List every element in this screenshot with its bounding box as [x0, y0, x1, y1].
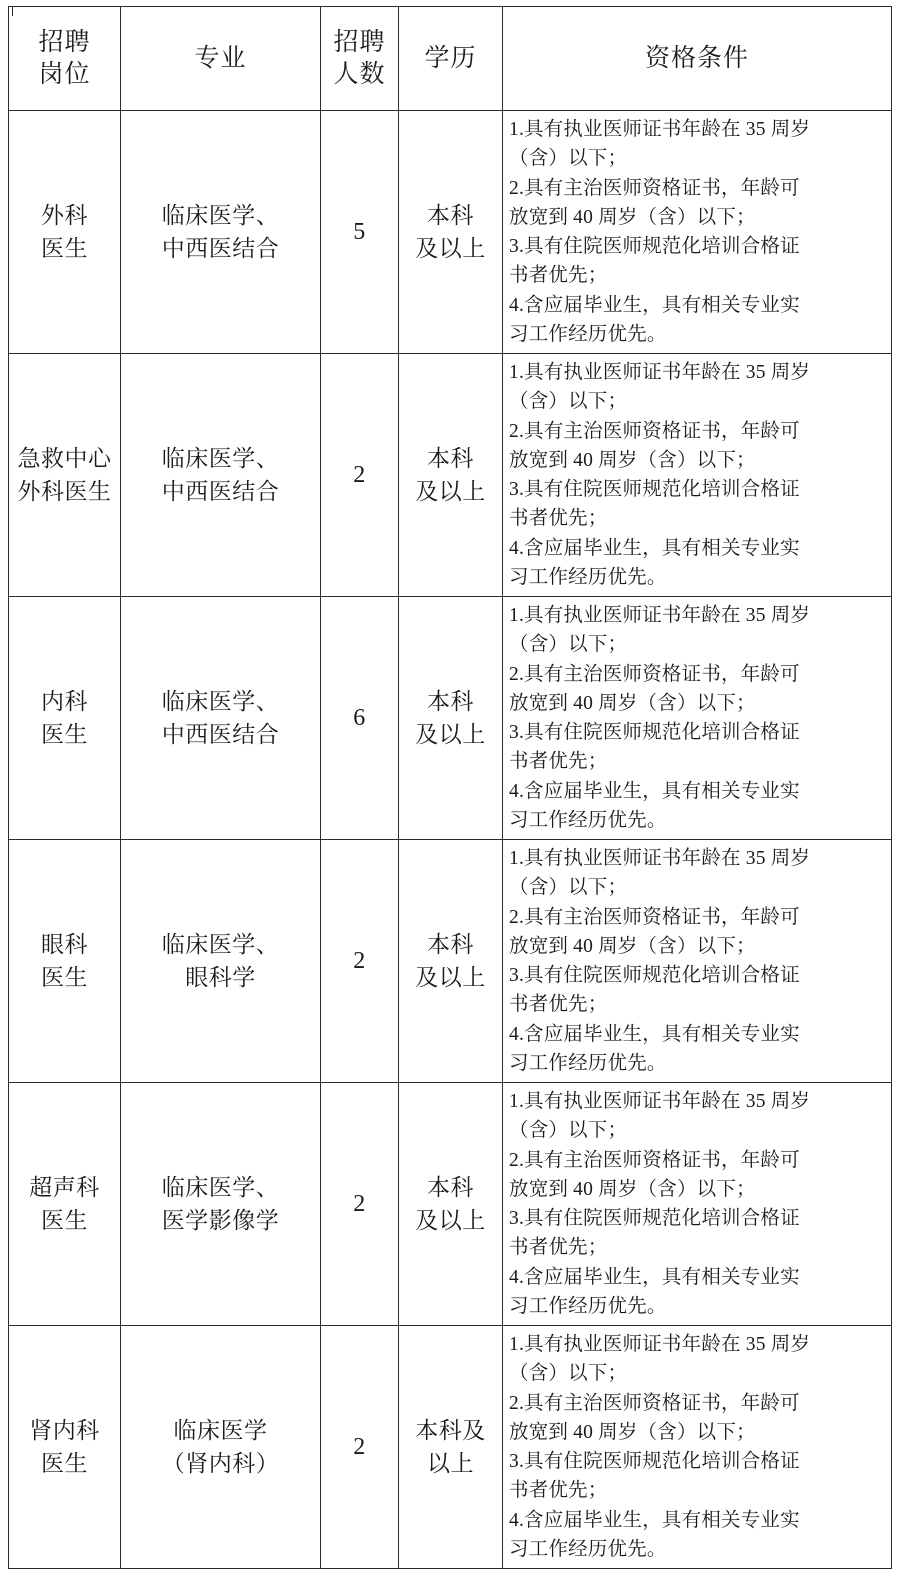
requirement-line: （含）以下；: [509, 391, 628, 413]
table-row: [9, 597, 892, 840]
cell-line: 本科: [427, 1174, 474, 1200]
cell-line: 肾内科: [29, 1417, 100, 1443]
cell-line: 医生: [41, 722, 88, 747]
requirement-line: 书者优先；: [509, 1237, 608, 1259]
requirement-line: 书者优先；: [509, 265, 608, 287]
cell-line: 中西医结合: [161, 722, 280, 747]
cell-post: [9, 1083, 121, 1326]
table-row: [9, 354, 892, 597]
cell-major: [121, 354, 321, 597]
requirement-line: 放宽到 40 周岁（含）以下；: [509, 1421, 756, 1443]
cell-major: [121, 1326, 321, 1569]
table-row: [9, 1326, 892, 1569]
table-row: [9, 111, 892, 354]
requirement-line: 习工作经历优先。: [509, 323, 667, 345]
cell-line: 内科: [41, 688, 88, 714]
cell-post: [9, 111, 121, 354]
cell-line: 本科: [427, 931, 474, 957]
cell-requirements: [503, 354, 892, 597]
requirement-line: 2.具有主治医师资格证书，年龄可: [509, 1149, 800, 1171]
cell-count: 2: [321, 1083, 399, 1326]
column-header-education-text: [405, 43, 496, 75]
requirement-line: 3.具有住院医师规范化培训合格证: [509, 722, 800, 743]
cell-count: 2: [321, 354, 399, 597]
column-header-major-text: [127, 43, 314, 75]
cell-requirements: [503, 1083, 892, 1326]
cell-post: [9, 1326, 121, 1569]
cell-line: 急救中心: [17, 445, 112, 471]
table-body: [9, 111, 892, 1569]
cell-line: 外科: [41, 202, 88, 228]
requirement-line: 3.具有住院医师规范化培训合格证: [509, 1208, 800, 1229]
page-corner-mark: [12, 6, 27, 16]
header-line: 招聘: [38, 28, 91, 56]
cell-line: 临床医学、: [161, 202, 280, 228]
requirement-line: （含）以下；: [509, 1363, 628, 1385]
requirement-line: 4.含应届毕业生，具有相关专业实: [509, 537, 800, 559]
cell-line: 医生: [41, 236, 88, 261]
column-header-post-text: [15, 27, 114, 91]
cell-education: [399, 354, 503, 597]
cell-count: 2: [321, 1326, 399, 1569]
header-line: 招聘: [333, 28, 386, 56]
requirement-line: 放宽到 40 周岁（含）以下；: [509, 206, 756, 228]
cell-line: 眼科: [41, 931, 88, 957]
requirement-line: 习工作经历优先。: [509, 566, 667, 588]
cell-line: 以上: [427, 1451, 474, 1476]
requirement-line: 3.具有住院医师规范化培训合格证: [509, 1451, 800, 1472]
cell-line: 本科及: [415, 1417, 486, 1443]
header-line: 学历: [424, 44, 477, 72]
cell-requirements: [503, 111, 892, 354]
requirement-line: 习工作经历优先。: [509, 1295, 667, 1317]
cell-education: [399, 111, 503, 354]
cell-line: 本科: [427, 445, 474, 471]
cell-line: 医生: [41, 1208, 88, 1233]
requirement-line: 4.含应届毕业生，具有相关专业实: [509, 294, 800, 316]
table-header: [9, 7, 892, 111]
cell-requirements: [503, 840, 892, 1083]
requirement-line: 书者优先；: [509, 1480, 608, 1502]
requirement-line: 2.具有主治医师资格证书，年龄可: [509, 177, 800, 199]
cell-count: 5: [321, 111, 399, 354]
table-header-row: [9, 7, 892, 111]
requirement-line: 1.具有执业医师证书年龄在 35 周岁: [509, 362, 811, 383]
cell-post: [9, 840, 121, 1083]
header-line: 专业: [194, 44, 247, 72]
requirement-line: 3.具有住院医师规范化培训合格证: [509, 236, 800, 257]
recruitment-table: [8, 6, 892, 1569]
cell-line: 中西医结合: [161, 479, 280, 504]
column-header-requirements-text: [509, 43, 885, 75]
column-header-major: [121, 7, 321, 111]
requirement-line: 书者优先；: [509, 508, 608, 530]
cell-education: [399, 1326, 503, 1569]
cell-line: 及以上: [415, 722, 486, 747]
document-page: [0, 6, 899, 1578]
requirement-line: 2.具有主治医师资格证书，年龄可: [509, 663, 800, 685]
cell-line: 及以上: [415, 965, 486, 990]
cell-major: [121, 1083, 321, 1326]
requirement-line: 3.具有住院医师规范化培训合格证: [509, 965, 800, 986]
requirement-line: 2.具有主治医师资格证书，年龄可: [509, 906, 800, 928]
header-line: 资格条件: [644, 44, 749, 72]
header-line: 岗位: [38, 60, 91, 88]
requirement-line: 1.具有执业医师证书年龄在 35 周岁: [509, 1091, 811, 1112]
cell-line: 及以上: [415, 236, 486, 261]
cell-line: 本科: [427, 202, 474, 228]
cell-line: 临床医学: [173, 1417, 268, 1443]
cell-major: [121, 111, 321, 354]
column-header-count: [321, 7, 399, 111]
cell-major: [121, 597, 321, 840]
table-row: [9, 1083, 892, 1326]
requirement-line: 放宽到 40 周岁（含）以下；: [509, 935, 756, 957]
requirement-line: 4.含应届毕业生，具有相关专业实: [509, 780, 800, 802]
cell-requirements: [503, 597, 892, 840]
cell-post: [9, 597, 121, 840]
cell-line: 眼科学: [185, 965, 256, 990]
requirement-line: 放宽到 40 周岁（含）以下；: [509, 692, 756, 714]
cell-line: 临床医学、: [161, 1174, 280, 1200]
cell-education: [399, 597, 503, 840]
cell-line: 及以上: [415, 479, 486, 504]
requirement-line: 3.具有住院医师规范化培训合格证: [509, 479, 800, 500]
requirement-line: 1.具有执业医师证书年龄在 35 周岁: [509, 1334, 811, 1355]
cell-count: 6: [321, 597, 399, 840]
requirement-line: （含）以下；: [509, 634, 628, 656]
cell-count: 2: [321, 840, 399, 1083]
cell-line: 本科: [427, 688, 474, 714]
cell-line: 医生: [41, 1451, 88, 1476]
requirement-line: 书者优先；: [509, 751, 608, 773]
cell-requirements: [503, 1326, 892, 1569]
requirement-line: 习工作经历优先。: [509, 809, 667, 831]
requirement-line: 4.含应届毕业生，具有相关专业实: [509, 1023, 800, 1045]
requirement-line: 4.含应届毕业生，具有相关专业实: [509, 1266, 800, 1288]
cell-line: 超声科: [29, 1174, 100, 1200]
cell-line: （肾内科）: [161, 1451, 280, 1476]
requirement-line: 1.具有执业医师证书年龄在 35 周岁: [509, 848, 811, 869]
cell-education: [399, 840, 503, 1083]
column-header-requirements: [503, 7, 892, 111]
cell-line: 临床医学、: [161, 445, 280, 471]
requirement-line: 书者优先；: [509, 994, 608, 1016]
requirement-line: 放宽到 40 周岁（含）以下；: [509, 1178, 756, 1200]
cell-line: 中西医结合: [161, 236, 280, 261]
requirement-line: 习工作经历优先。: [509, 1052, 667, 1074]
cell-major: [121, 840, 321, 1083]
cell-line: 及以上: [415, 1208, 486, 1233]
table-row: [9, 840, 892, 1083]
cell-line: 医学影像学: [161, 1208, 280, 1233]
column-header-post: [9, 7, 121, 111]
requirement-line: 1.具有执业医师证书年龄在 35 周岁: [509, 605, 811, 626]
column-header-count-text: [327, 27, 392, 91]
header-line: 人数: [333, 60, 386, 88]
cell-line: 临床医学、: [161, 931, 280, 957]
column-header-education: [399, 7, 503, 111]
requirement-line: 2.具有主治医师资格证书，年龄可: [509, 420, 800, 442]
requirement-line: 4.含应届毕业生，具有相关专业实: [509, 1509, 800, 1531]
requirement-line: （含）以下；: [509, 1120, 628, 1142]
requirement-line: 放宽到 40 周岁（含）以下；: [509, 449, 756, 471]
cell-education: [399, 1083, 503, 1326]
cell-line: 医生: [41, 965, 88, 990]
cell-post: [9, 354, 121, 597]
requirement-line: 2.具有主治医师资格证书，年龄可: [509, 1392, 800, 1414]
requirement-line: 1.具有执业医师证书年龄在 35 周岁: [509, 119, 811, 140]
requirement-line: （含）以下；: [509, 877, 628, 899]
requirement-line: （含）以下；: [509, 148, 628, 170]
requirement-line: 习工作经历优先。: [509, 1538, 667, 1560]
cell-line: 外科医生: [17, 479, 112, 504]
cell-line: 临床医学、: [161, 688, 280, 714]
